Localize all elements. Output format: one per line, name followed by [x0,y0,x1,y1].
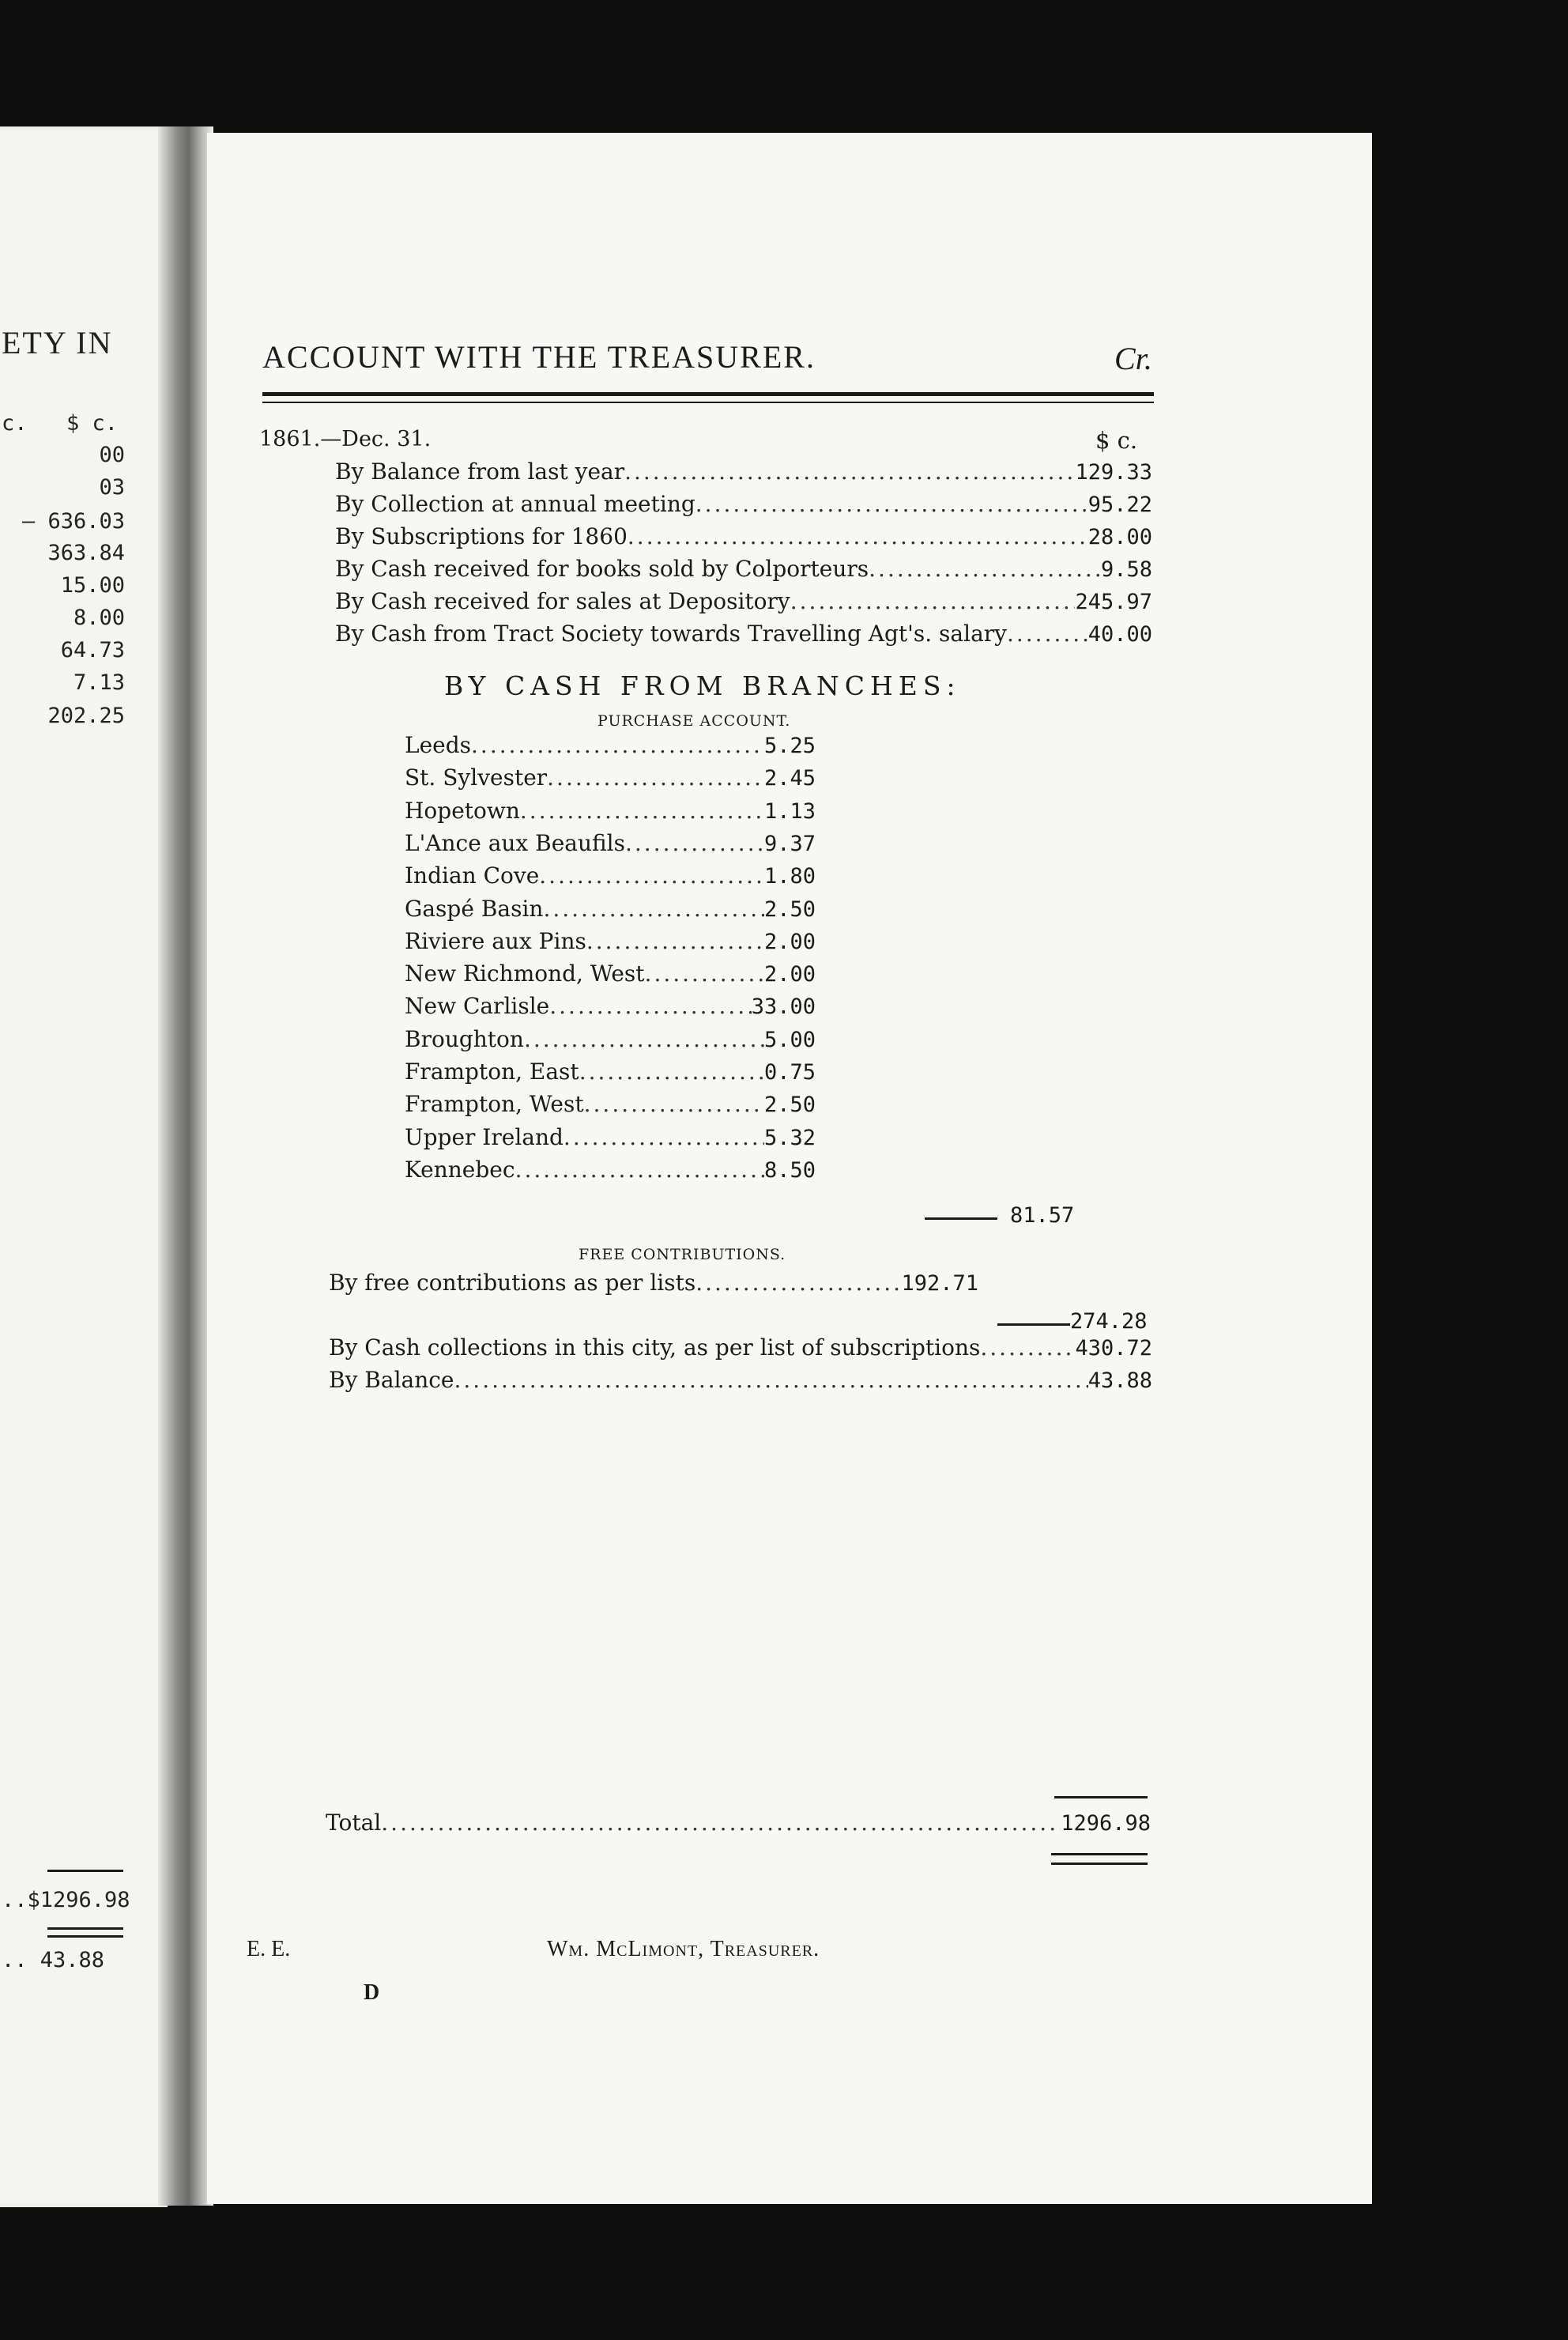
row-amount: 2.00 [763,929,816,954]
entry-row [335,491,1152,517]
combined-dash [997,1323,1070,1326]
cash-collections-row [329,1334,1152,1361]
footer-initials: E. E. [247,1937,291,1961]
leader-dots [543,896,764,922]
date-line: 1861.—Dec. 31. [259,427,432,451]
row-amount: 2.50 [763,1093,816,1118]
left-double-rule-1 [47,1927,123,1930]
row-label: By Cash collections in this city, as per list of subscriptions [329,1334,981,1361]
row-label: Total [326,1810,382,1836]
total-row [326,1810,1151,1836]
branches-subtotal-row [925,1203,1074,1228]
leader-dots [584,1091,764,1117]
branch-row [405,1157,816,1183]
branch-row [405,1124,816,1150]
leader-dots [515,1157,764,1183]
leader-dots [1007,621,1088,647]
row-amount: 430.72 [1075,1336,1152,1361]
row-label: Kennebec [405,1156,515,1183]
row-label: Frampton, West [405,1091,584,1118]
left-page-fragment [0,126,168,2207]
left-col-head-1: c. [2,411,28,436]
row-amount: 1.80 [763,864,816,889]
leader-dots [579,1059,764,1085]
row-amount: 192.71 [901,1271,978,1296]
leader-dots [980,1334,1075,1361]
left-total-rule [47,1870,123,1872]
branch-row [405,1091,816,1117]
total-top-rule [1054,1796,1148,1798]
row-amount: 2.45 [763,766,816,791]
leader-dots [695,491,1088,517]
row-label: By Balance [329,1367,454,1393]
row-amount: 5.32 [763,1125,816,1150]
subtotal-dash [925,1217,997,1220]
combined-subtotal: 274.28 [1070,1309,1148,1334]
row-label: Indian Cove [405,862,540,889]
left-line-4: 15.00 [60,573,125,598]
row-amount: 2.50 [763,896,816,922]
left-page-heading: ETY IN [2,325,113,360]
header-rule-thick [262,392,1154,396]
row-label: L'Ance aux Beaufils [405,829,625,856]
row-label: Broughton [405,1025,524,1052]
row-amount: 8.50 [763,1157,816,1183]
branch-row [405,830,816,856]
branch-row [405,798,816,824]
book-gutter [158,126,213,2206]
row-label: By Collection at annual meeting [335,491,695,517]
row-label: Gaspé Basin [405,895,544,922]
row-amount: 245.97 [1075,590,1152,614]
right-page [207,133,1372,2204]
row-amount: 33.00 [751,994,816,1020]
left-col-head-2: $ c. [66,411,119,436]
leader-dots [381,1810,1061,1836]
row-amount: 9.58 [1100,557,1152,582]
left-total: ..$1296.98 [2,1888,130,1912]
free-contributions-row [329,1270,978,1296]
branch-row [405,862,816,889]
currency-head: $ c. [1095,427,1138,454]
combined-subtotal-row [997,1309,1148,1334]
entry-row [335,459,1152,485]
left-line-1: 03 [99,475,125,500]
row-amount: 5.00 [763,1027,816,1052]
page-title: ACCOUNT WITH THE TREASURER. [262,339,816,375]
leader-dots [586,928,764,954]
row-amount: 43.88 [1087,1368,1152,1393]
leader-dots [645,961,764,987]
left-line-0: 00 [99,443,125,467]
row-label: By Balance from last year [335,459,625,485]
row-label: St. Sylvester [405,764,548,791]
balance-row [329,1367,1152,1393]
row-amount: 28.00 [1087,525,1152,549]
credit-marker: Cr. [1114,341,1152,376]
row-label: Hopetown [405,797,520,824]
branch-row [405,1059,816,1085]
row-label: By free contributions as per lists [329,1270,696,1296]
total-double-rule-1 [1051,1853,1148,1855]
leader-dots [471,732,764,758]
entry-row [335,556,1152,582]
entry-row [335,588,1152,614]
leader-dots [549,993,751,1019]
row-amount: 9.37 [763,831,816,856]
free-heading: FREE CONTRIBUTIONS. [579,1246,786,1263]
left-line-2: — 636.03 [21,509,125,534]
row-label: By Cash from Tract Society towards Travelling Agt's. salary [335,621,1007,647]
leader-dots [624,459,1075,485]
row-label: New Carlisle [405,993,550,1020]
leader-dots [454,1367,1088,1393]
left-line-7: 7.13 [73,670,125,695]
leader-dots [520,798,764,824]
row-label: By Cash received for sales at Depository [335,588,790,614]
row-amount: 129.33 [1075,460,1152,485]
leader-dots [790,588,1076,614]
left-line-6: 64.73 [60,638,125,662]
row-label: New Richmond, West [405,961,645,987]
left-line-8: 202.25 [47,704,125,728]
row-label: Frampton, East [405,1059,579,1085]
leader-dots [524,1026,764,1052]
branch-row [405,1026,816,1052]
signature-mark: D [364,1980,380,2005]
branch-row [405,896,816,922]
total-double-rule-2 [1051,1863,1148,1865]
row-label: Riviere aux Pins [405,927,586,954]
row-amount: 40.00 [1087,622,1152,647]
row-label: By Cash received for books sold by Colporteurs [335,556,869,582]
row-amount: 95.22 [1087,493,1152,517]
branches-heading: BY CASH FROM BRANCHES: [444,670,961,701]
purchase-heading: PURCHASE ACCOUNT. [597,712,791,730]
header-rule-thin [262,402,1154,403]
row-amount: 1.13 [763,798,816,824]
leader-dots [869,556,1101,582]
branch-row [405,764,816,791]
row-amount: 5.25 [763,734,816,758]
leader-dots [625,830,764,856]
row-amount: 2.00 [763,962,816,987]
leader-dots [695,1270,901,1296]
left-balance: .. 43.88 [2,1948,105,1972]
branch-row [405,961,816,987]
left-line-5: 8.00 [73,606,125,630]
branch-row [405,993,816,1019]
row-label: Upper Ireland [405,1123,564,1150]
leader-dots [564,1124,764,1150]
treasurer-signature: Wm. McLimont, Treasurer. [547,1937,820,1961]
branch-row [405,928,816,954]
leader-dots [628,523,1088,549]
row-label: Leeds [405,732,472,758]
leader-dots [539,862,764,889]
entry-row [335,523,1152,549]
branches-subtotal: 81.57 [1010,1203,1075,1228]
left-line-3: 363.84 [47,541,125,565]
left-double-rule-2 [47,1935,123,1938]
row-amount: 0.75 [763,1060,816,1085]
row-label: By Subscriptions for 1860 [335,523,628,549]
leader-dots [547,764,764,791]
entry-row [335,621,1152,647]
row-amount: 1296.98 [1061,1811,1151,1836]
branch-row [405,732,816,758]
